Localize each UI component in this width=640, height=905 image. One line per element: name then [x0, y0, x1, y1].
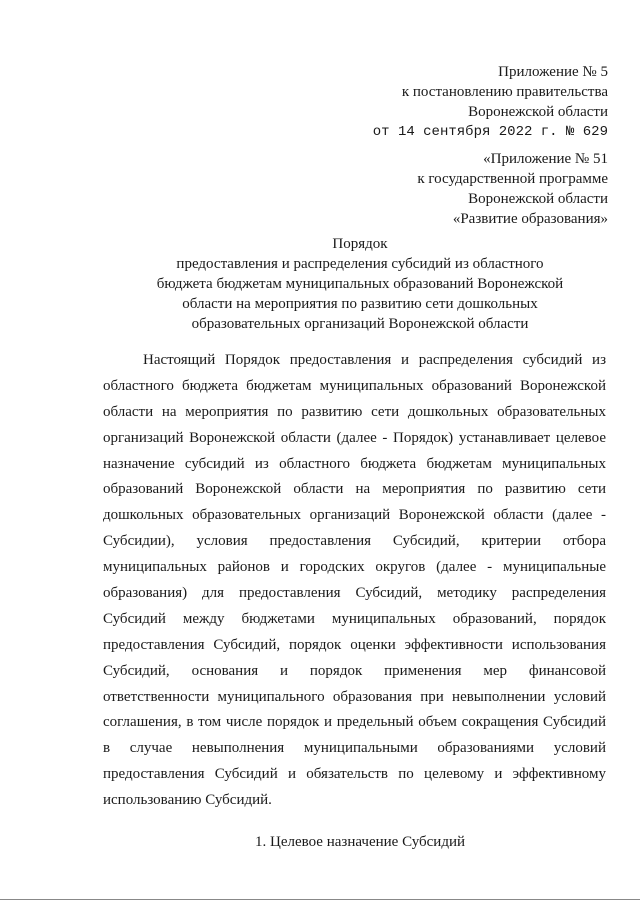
appendix-51-header — [417, 149, 608, 229]
appendix-51-program: «Развитие образования» — [452, 211, 608, 227]
paragraph-line: использованию Субсидий. — [103, 792, 272, 809]
body-paragraph — [103, 348, 606, 814]
paragraph-line: ответственности муниципального образования при невыполнении условий — [103, 688, 606, 705]
appendix-5-header — [373, 62, 608, 142]
title-line: образовательных организаций Воронежской области — [191, 316, 529, 332]
paragraph-line: образований Воронежской области на мероприятия по развитию сети — [103, 481, 606, 498]
title-line: предоставления и распределения субсидий из областного — [176, 256, 544, 272]
title-line: области на мероприятия по развитию сети дошкольных — [182, 296, 538, 312]
page-bottom-edge — [0, 899, 640, 900]
paragraph-line: предоставления Субсидий, порядок оценки эффективности использования — [103, 636, 606, 653]
paragraph-line: муниципальных районов и городских округов (далее - муниципальные — [103, 559, 606, 576]
title-heading: Порядок — [332, 236, 388, 252]
appendix-5-date-number: от 14 сентября 2022 г. № 629 — [372, 124, 608, 140]
paragraph-line: области на мероприятия по развитию сети дошкольных образовательных — [103, 403, 606, 420]
paragraph-line: областного бюджета бюджетам муниципальных образований Воронежской — [103, 377, 606, 394]
title-line: бюджета бюджетам муниципальных образований Воронежской — [156, 276, 564, 292]
appendix-51-title: «Приложение № 51 — [483, 151, 608, 167]
paragraph-line: в случае невыполнения муниципальными образованиями условий — [103, 740, 606, 757]
appendix-5-reference: к постановлению правительства — [401, 84, 608, 100]
paragraph-line: Настоящий Порядок предоставления и распределения субсидий из — [143, 352, 606, 368]
paragraph-line: организаций Воронежской области (далее - Порядок) устанавливает целевое — [103, 429, 606, 446]
paragraph-line: Субсидии), условия предоставления Субсидий, критерии отбора — [103, 533, 606, 550]
appendix-5-region: Воронежской области — [468, 104, 608, 120]
paragraph-line: образования) для предоставления Субсидий, методику распределения — [103, 585, 606, 602]
paragraph-line: соглашения, в том числе порядок и предельный объем сокращения Субсидий — [103, 714, 606, 731]
paragraph-line: Субсидий между бюджетами муниципальных образований, порядок — [103, 610, 606, 627]
paragraph-line: назначение субсидий из областного бюджета бюджетам муниципальных — [103, 455, 606, 472]
section-heading: 1. Целевое назначение Субсидий — [255, 834, 465, 850]
appendix-51-reference: к государственной программе — [417, 171, 608, 187]
paragraph-line: Субсидий, основания и порядок применения мер финансовой — [103, 662, 606, 679]
appendix-5-title: Приложение № 5 — [498, 64, 608, 80]
paragraph-line: дошкольных образовательных организаций Воронежской области (далее - — [103, 507, 606, 524]
document-title — [100, 234, 620, 334]
appendix-51-region: Воронежской области — [468, 191, 608, 207]
paragraph-line: предоставления Субсидий и обязательств по целевому и эффективному — [103, 766, 606, 783]
